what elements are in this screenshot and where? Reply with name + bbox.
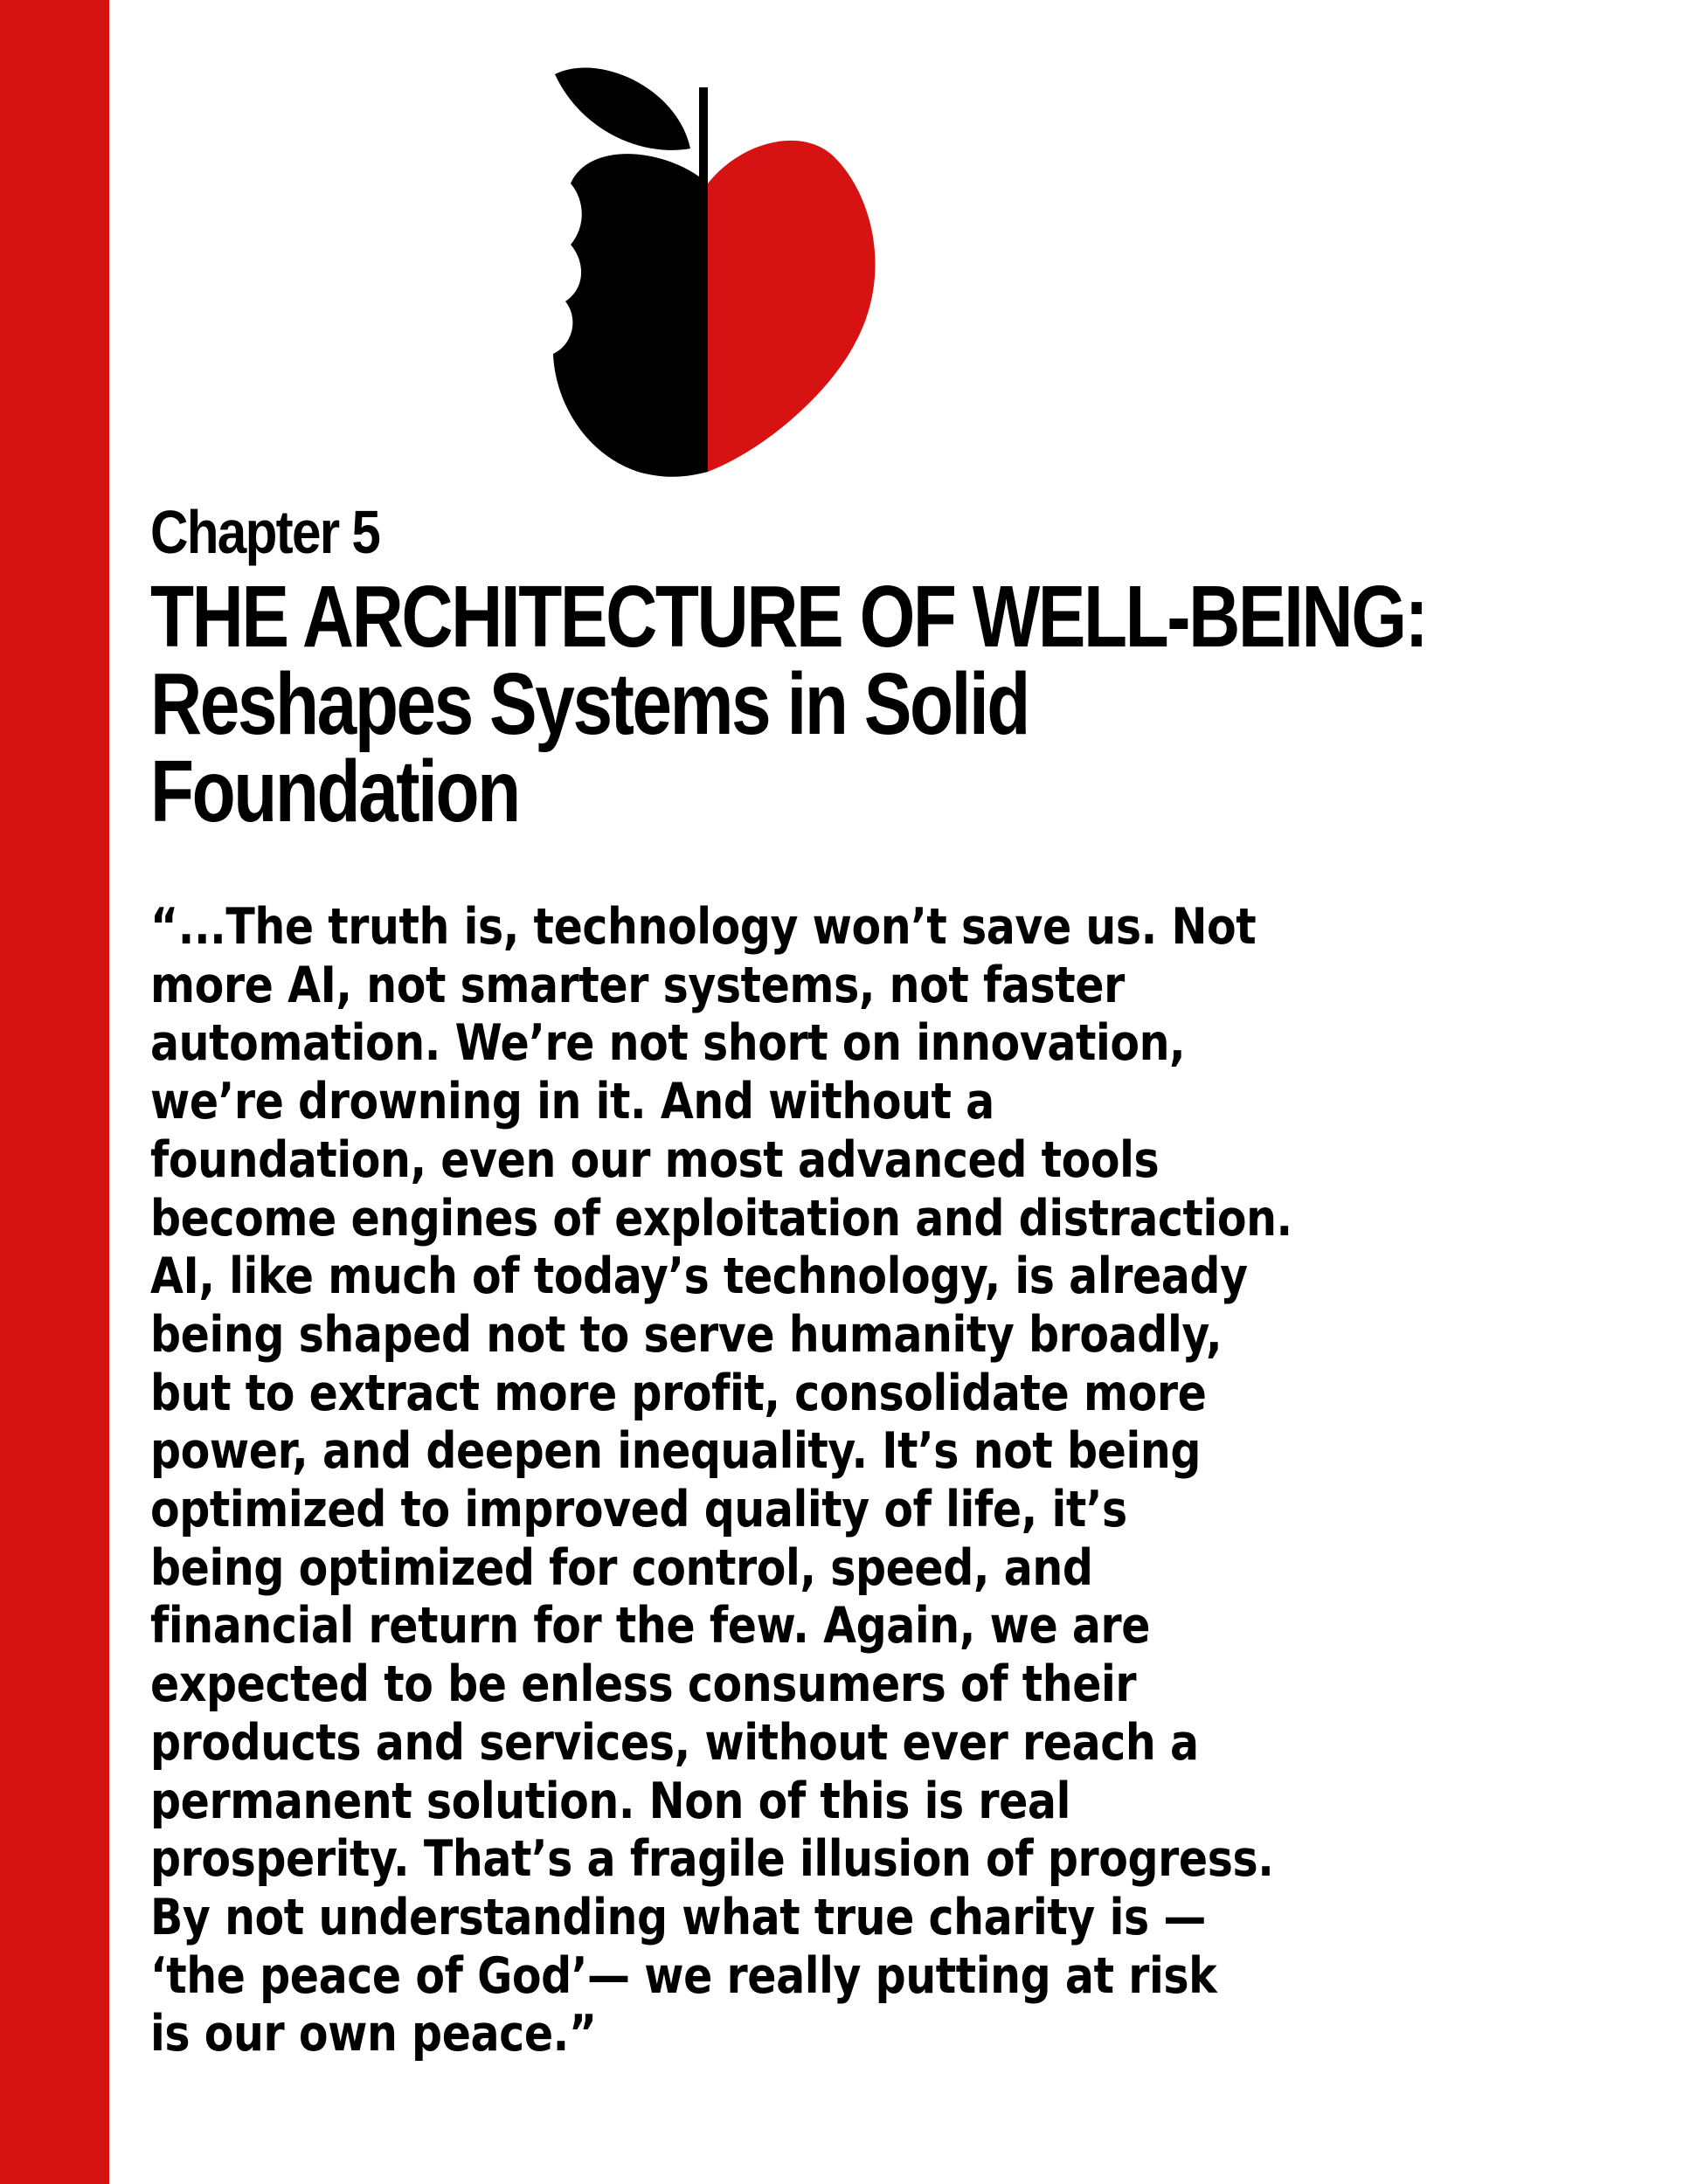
apple-leaf: [555, 68, 690, 150]
quote-line: automation. We’re not short on innovation,: [150, 1014, 1186, 1073]
quote-line: “...The truth is, technology won’t save us. Not: [150, 898, 1257, 956]
chapter-title: [150, 568, 1440, 840]
quote-line: prosperity. That’s a fragile illusion of progress.: [150, 1830, 1274, 1889]
bitten-apple-heart-icon: [502, 52, 904, 489]
chapter-title-line: THE ARCHITECTURE OF WELL-BEING:: [150, 568, 1427, 666]
quote-line: but to extract more profit, consolidate more: [150, 1364, 1207, 1422]
quote-line: products and services, without ever reach a: [150, 1713, 1199, 1772]
quote-line: AI, like much of today’s technology, is already: [150, 1248, 1248, 1306]
quote-line: become engines of exploitation and distraction.: [150, 1189, 1292, 1248]
heart-right-half: [708, 141, 876, 472]
quote-line: expected to be enless consumers of their: [150, 1655, 1137, 1714]
chapter-title-line: Foundation: [150, 743, 519, 840]
apple-left-half: [553, 154, 708, 477]
chapter-label: Chapter 5: [150, 498, 380, 566]
quote-line: foundation, even our most advanced tools: [150, 1130, 1160, 1189]
chapter-title-line: Reshapes Systems in Solid: [150, 655, 1029, 753]
quote-line: more AI, not smarter systems, not faster: [150, 956, 1125, 1014]
quote-line: being optimized for control, speed, and: [150, 1538, 1093, 1597]
quote-line: optimized to improved quality of life, it’s: [150, 1481, 1127, 1539]
chapter-quote: [150, 898, 1409, 2063]
quote-line: is our own peace.”: [150, 2005, 597, 2063]
quote-line: ‘the peace of God’— we really putting at risk: [150, 1946, 1217, 2005]
red-side-bar: [0, 0, 109, 2184]
quote-line: financial return for the few. Again, we are: [150, 1597, 1151, 1655]
quote-line: By not understanding what true charity is —: [150, 1888, 1206, 1946]
quote-line: being shaped not to serve humanity broadly,: [150, 1305, 1223, 1364]
quote-line: we’re drowning in it. And without a: [150, 1073, 994, 1131]
quote-line: power, and deepen inequality. It’s not being: [150, 1422, 1201, 1481]
quote-line: permanent solution. Non of this is real: [150, 1772, 1070, 1830]
